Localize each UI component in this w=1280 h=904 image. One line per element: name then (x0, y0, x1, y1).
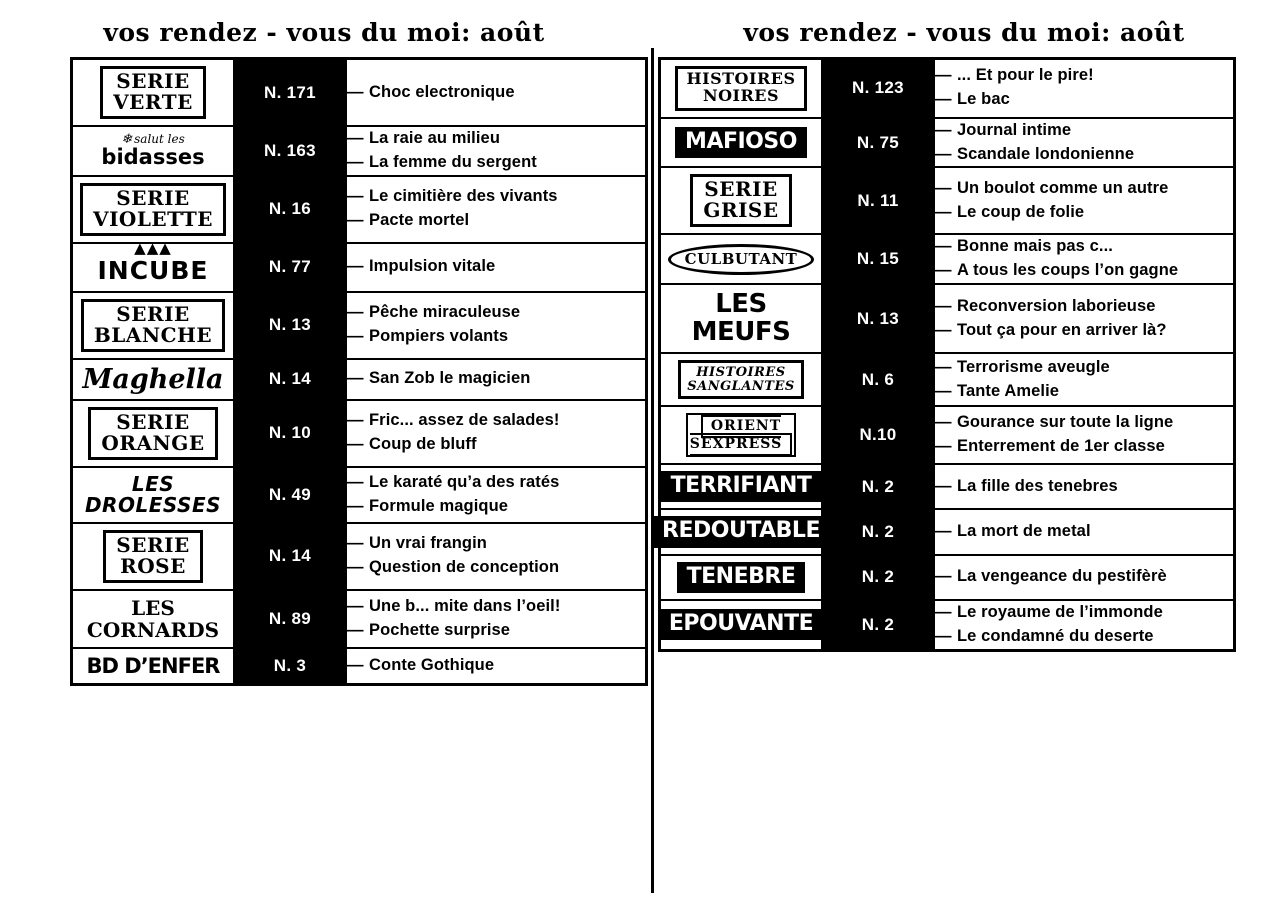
issue-number: N. 11 (822, 167, 934, 234)
dash-marker: — (935, 179, 952, 198)
story-title: Pêche miraculeuse (369, 303, 521, 322)
story-title: Le karaté qu’a des ratés (369, 472, 560, 491)
dash-marker: — (935, 296, 952, 315)
dash-marker: — (935, 521, 952, 540)
story-titles (934, 464, 1235, 509)
story-titles (934, 59, 1235, 118)
story-title: Un boulot comme un autre (957, 179, 1169, 198)
series-logo-cell (72, 292, 235, 359)
series-logo-line: SERIE (116, 532, 190, 557)
table-row (72, 590, 647, 648)
series-logo-line: CULBUTANT (668, 244, 815, 275)
story-title: La raie au milieu (369, 129, 501, 147)
story-titles (346, 292, 647, 359)
series-logo-cell (72, 59, 235, 127)
issue-number: N. 2 (822, 555, 934, 600)
story-titles (346, 467, 647, 523)
issue-number: N. 171 (234, 59, 346, 127)
story-titles (346, 359, 647, 400)
series-logo-line: GRISE (703, 198, 779, 223)
issue-number: N. 6 (822, 353, 934, 406)
issue-number: N.10 (822, 406, 934, 464)
right-column-title: vos rendez - vous du moi: août (743, 18, 1185, 47)
dash-marker: — (935, 320, 952, 339)
series-logo-line: BLANCHE (93, 322, 213, 347)
story-title: Pochette surprise (369, 620, 511, 639)
series-logo-line: SEXPRESS (689, 436, 783, 453)
story-titles (934, 118, 1235, 168)
series-logo-line: SERIE (116, 69, 190, 93)
series-logo-line: SERIE (116, 185, 190, 210)
story-titles (346, 59, 647, 127)
series-logo-line: LES (131, 595, 175, 620)
table-row (660, 284, 1235, 353)
dash-marker: — (935, 381, 952, 400)
issue-number: N. 49 (234, 467, 346, 523)
story-title: Conte Gothique (369, 655, 495, 674)
series-logo-cell (660, 118, 823, 168)
table-row (660, 555, 1235, 600)
series-logo-cell (660, 406, 823, 464)
story-title: La mort de metal (957, 521, 1091, 540)
series-logo-line: salut les (134, 132, 185, 147)
issue-number: N. 14 (234, 359, 346, 400)
story-titles (934, 600, 1235, 650)
story-title: Enterrement de 1er classe (957, 437, 1165, 456)
story-title: Journal intime (957, 120, 1072, 139)
story-title: Le condamné du deserte (957, 626, 1154, 645)
story-title: Le royaume de l’immonde (957, 602, 1163, 621)
story-title: ... Et pour le pire! (957, 66, 1094, 85)
story-title: A tous les coups l’on gagne (957, 261, 1179, 280)
series-logo-cell (72, 176, 235, 243)
issue-number: N. 16 (234, 176, 346, 243)
dash-marker: — (347, 327, 364, 346)
dash-marker: — (347, 411, 364, 430)
issue-number: N. 123 (822, 59, 934, 118)
story-titles (346, 648, 647, 685)
series-logo-line: ROSE (120, 553, 186, 578)
dash-marker: — (347, 82, 364, 101)
story-titles (934, 284, 1235, 353)
dash-marker: — (347, 655, 364, 674)
series-logo-line: BD D’ENFER (86, 653, 220, 678)
dash-marker: — (347, 303, 364, 322)
story-titles (346, 523, 647, 590)
series-logo-line: Maghella (82, 363, 224, 395)
story-title: Tante Amelie (957, 381, 1060, 400)
left-release-table (70, 57, 648, 686)
series-logo-cell (660, 600, 823, 650)
dash-marker: — (347, 187, 364, 206)
series-logo-line: NOIRES (702, 85, 780, 105)
series-logo-line: TENEBRE (677, 562, 806, 593)
story-title: Terrorisme aveugle (957, 357, 1110, 376)
story-title: La vengeance du pestifèrè (957, 567, 1167, 586)
series-logo-cell (72, 126, 235, 176)
table-row (72, 648, 647, 685)
series-logo-line: CORNARDS (86, 617, 220, 642)
issue-number: N. 163 (234, 126, 346, 176)
table-row (660, 509, 1235, 554)
flower-icon: ❄ (121, 132, 133, 148)
dash-marker: — (347, 496, 364, 515)
issue-number: N. 77 (234, 243, 346, 292)
series-logo-line: SERIE (704, 177, 778, 202)
series-logo-line: SERIE (116, 301, 190, 326)
story-titles (934, 353, 1235, 406)
dash-marker: — (935, 202, 952, 221)
series-logo-cell (660, 167, 823, 234)
left-column-title: vos rendez - vous du moi: août (103, 18, 545, 47)
story-title: Un vrai frangin (369, 534, 487, 553)
series-logo-line: LES (131, 471, 175, 496)
series-logo-line: MAFIOSO (675, 127, 807, 158)
dash-marker: — (935, 357, 952, 376)
series-logo-line: SERIE (116, 409, 190, 434)
story-titles (346, 176, 647, 243)
issue-number: N. 13 (822, 284, 934, 353)
dash-marker: — (347, 129, 364, 147)
series-logo-line: SANGLANTES (687, 378, 795, 394)
story-title: Question de conception (369, 558, 560, 577)
series-logo-cell (72, 648, 235, 685)
series-logo-line: DROLESSES (84, 492, 222, 517)
series-logo-line: TERRIFIANT (661, 471, 822, 502)
bat-icon: ▲▲▲ (134, 238, 172, 257)
table-row (72, 292, 647, 359)
series-logo-cell (72, 523, 235, 590)
series-logo-cell (72, 467, 235, 523)
table-row (72, 523, 647, 590)
story-titles (346, 590, 647, 648)
story-titles (346, 243, 647, 292)
dash-marker: — (347, 596, 364, 615)
series-logo-line: VIOLETTE (93, 206, 213, 231)
story-title: Formule magique (369, 496, 509, 515)
story-title: Le coup de folie (957, 202, 1085, 221)
table-row (72, 126, 647, 176)
right-column (648, 0, 1280, 904)
table-row (72, 400, 647, 467)
series-logo-line: ORANGE (101, 430, 205, 455)
dash-marker: — (935, 261, 952, 280)
story-title: Impulsion vitale (369, 257, 496, 276)
issue-number: N. 14 (234, 523, 346, 590)
issue-number: N. 10 (234, 400, 346, 467)
table-row (72, 243, 647, 292)
dash-marker: — (935, 626, 952, 645)
story-title: Le bac (957, 90, 1010, 109)
series-logo-cell (660, 234, 823, 284)
dash-marker: — (935, 567, 952, 586)
series-logo-cell (72, 590, 235, 648)
story-title: Choc electronique (369, 82, 515, 101)
table-row (72, 359, 647, 400)
story-titles (934, 406, 1235, 464)
table-row (660, 464, 1235, 509)
issue-number: N. 15 (822, 234, 934, 284)
right-release-table (658, 57, 1236, 652)
issue-number: N. 3 (234, 648, 346, 685)
story-titles (934, 234, 1235, 284)
issue-number: N. 2 (822, 509, 934, 554)
series-logo-cell (660, 353, 823, 406)
dash-marker: — (347, 435, 364, 454)
story-title: San Zob le magicien (369, 369, 531, 388)
table-row (660, 406, 1235, 464)
story-title: Coup de bluff (369, 435, 477, 454)
table-row (660, 167, 1235, 234)
series-logo-line: VERTE (113, 90, 193, 114)
story-title: Le cimitière des vivants (369, 187, 558, 206)
story-title: Une b... mite dans l’oeil! (369, 596, 561, 615)
series-logo-line: bidasses (101, 145, 205, 170)
series-logo-cell (660, 59, 823, 118)
story-title: Pacte mortel (369, 211, 470, 230)
story-title: Gourance sur toute la ligne (957, 413, 1174, 432)
dash-marker: — (935, 66, 952, 85)
series-logo-cell (72, 359, 235, 400)
series-logo-line: INCUBE (97, 255, 209, 285)
story-title: La fille des tenebres (957, 476, 1118, 495)
story-title: La femme du sergent (369, 152, 537, 171)
dash-marker: — (935, 144, 952, 163)
series-logo-cell (72, 400, 235, 467)
series-logo-line: MEUFS (691, 316, 791, 347)
story-title: Tout ça pour en arriver là? (957, 320, 1167, 339)
dash-marker: — (347, 369, 364, 388)
dash-marker: — (935, 476, 952, 495)
series-logo-cell (660, 555, 823, 600)
dash-marker: — (347, 558, 364, 577)
story-title: Bonne mais pas c... (957, 237, 1113, 256)
table-row (660, 234, 1235, 284)
table-row (660, 118, 1235, 168)
dash-marker: — (347, 257, 364, 276)
dash-marker: — (935, 90, 952, 109)
dash-marker: — (935, 413, 952, 432)
issue-number: N. 13 (234, 292, 346, 359)
dash-marker: — (935, 120, 952, 139)
series-logo-line: HISTOIRES (696, 364, 786, 380)
story-title: Reconversion laborieuse (957, 296, 1156, 315)
issue-number: N. 75 (822, 118, 934, 168)
story-titles (934, 509, 1235, 554)
story-title: Scandale londonienne (957, 144, 1135, 163)
series-logo-cell (660, 464, 823, 509)
series-logo-line: LES (715, 289, 767, 320)
table-row (72, 176, 647, 243)
table-row (660, 353, 1235, 406)
dash-marker: — (347, 211, 364, 230)
series-logo-line: EPOUVANTE (659, 609, 823, 640)
dash-marker: — (935, 602, 952, 621)
story-titles (346, 400, 647, 467)
dash-marker: — (347, 534, 364, 553)
dash-marker: — (935, 237, 952, 256)
issue-number: N. 2 (822, 464, 934, 509)
table-row (72, 59, 647, 127)
issue-number: N. 89 (234, 590, 346, 648)
series-logo-cell (660, 284, 823, 353)
issue-number: N. 2 (822, 600, 934, 650)
story-title: Fric... assez de salades! (369, 411, 560, 430)
dash-marker: — (935, 437, 952, 456)
story-titles (346, 126, 647, 176)
series-logo-line: ORIENT (710, 418, 782, 435)
dash-marker: — (347, 620, 364, 639)
story-titles (934, 555, 1235, 600)
series-logo-line: HISTOIRES (686, 69, 796, 88)
table-row (72, 467, 647, 523)
page-gutter-rule (651, 48, 654, 893)
table-row (660, 600, 1235, 650)
story-titles (934, 167, 1235, 234)
series-logo-line: REDOUTABLE (652, 516, 830, 547)
series-logo-cell (660, 509, 823, 554)
story-title: Pompiers volants (369, 327, 509, 346)
series-logo-cell (72, 238, 235, 292)
dash-marker: — (347, 472, 364, 491)
table-row (660, 59, 1235, 118)
dash-marker: — (347, 152, 364, 171)
